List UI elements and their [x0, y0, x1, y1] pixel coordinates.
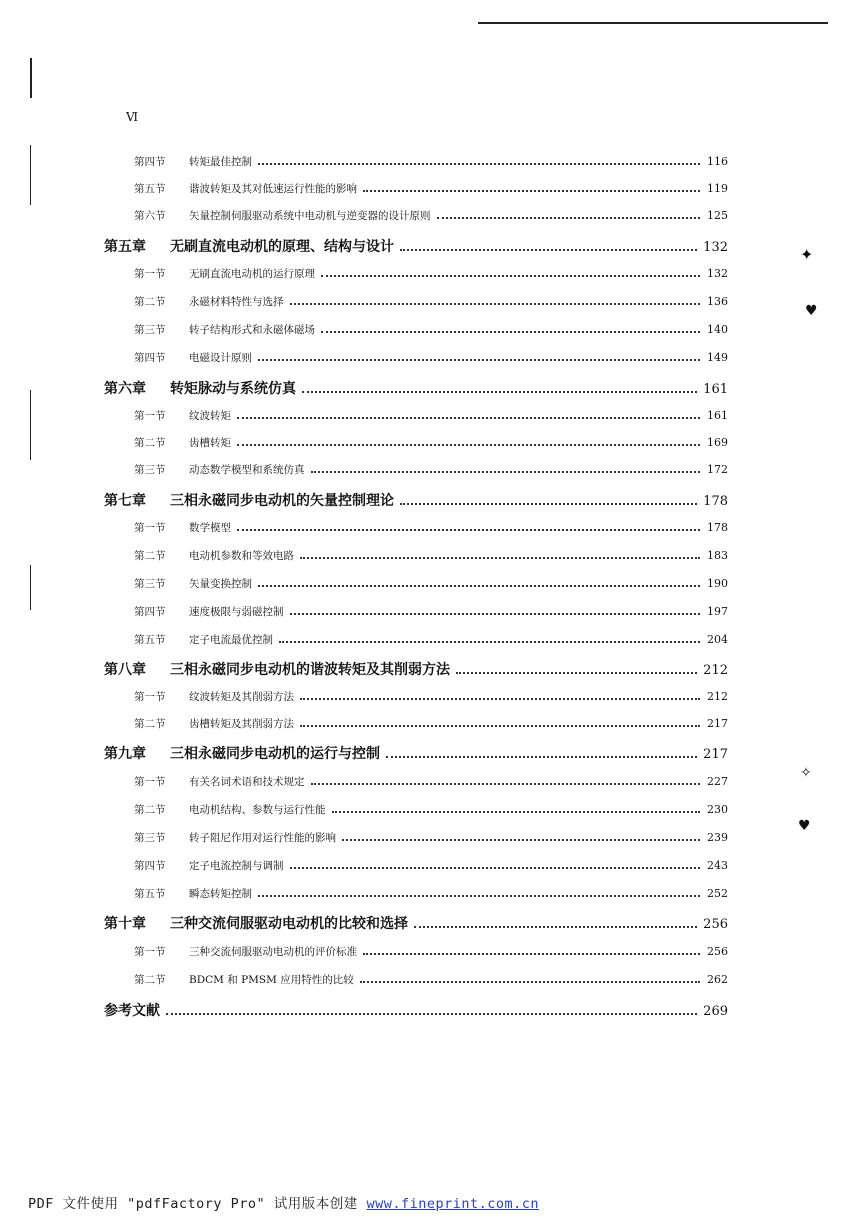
toc-chapter-entry[interactable] — [104, 490, 728, 510]
toc-entry-page: 243 — [707, 859, 728, 872]
toc-entry-page: 132 — [707, 267, 728, 280]
toc-leader-dots — [258, 352, 700, 361]
toc-entry-page: 183 — [707, 549, 728, 562]
toc-entry-page: 212 — [707, 690, 728, 703]
toc-leader-dots — [258, 888, 700, 897]
toc-entry-title: 三相永磁同步电动机的矢量控制理论 — [170, 493, 394, 509]
toc-leader-dots — [311, 776, 701, 785]
toc-entry-page: 252 — [707, 887, 728, 900]
toc-section-entry[interactable] — [134, 294, 728, 309]
toc-entry-page: 262 — [707, 973, 728, 986]
scan-edge-line — [30, 565, 31, 610]
toc-entry-title: 转矩脉动与系统仿真 — [170, 381, 296, 397]
toc-entry-number: 第二节 — [134, 550, 166, 562]
toc-section-entry[interactable] — [134, 802, 728, 817]
margin-mark: ♥ — [805, 303, 818, 319]
toc-leader-dots — [342, 832, 700, 841]
footer-text: PDF 文件使用 "pdfFactory Pro" 试用版本创建 — [28, 1196, 367, 1212]
scan-edge-line — [30, 390, 31, 460]
toc-entry-page: 140 — [707, 323, 728, 336]
toc-section-entry[interactable] — [134, 774, 728, 789]
toc-entry-number: 第五章 — [104, 239, 146, 255]
toc-section-entry[interactable] — [134, 944, 728, 959]
toc-entry-title: 定子电流最优控制 — [189, 634, 273, 646]
toc-entry-page: 178 — [707, 521, 728, 534]
toc-entry-number: 第六节 — [134, 210, 166, 222]
toc-entry-title: 三种交流伺服驱动电动机的评价标准 — [189, 946, 357, 958]
toc-entry-number: 第六章 — [104, 381, 146, 397]
toc-section-entry[interactable] — [134, 548, 728, 563]
toc-section-entry[interactable] — [134, 350, 728, 365]
toc-entry-number: 第一节 — [134, 946, 166, 958]
margin-mark: ♥ — [798, 818, 811, 834]
toc-entry-page: 230 — [707, 803, 728, 816]
toc-chapter-entry[interactable] — [104, 1000, 728, 1020]
toc-entry-page: 256 — [703, 917, 728, 932]
toc-entry-number: 第四节 — [134, 156, 166, 168]
toc-entry-title: 齿槽转矩 — [189, 437, 231, 449]
toc-entry-number: 第二节 — [134, 437, 166, 449]
toc-section-entry[interactable] — [134, 266, 728, 281]
toc-entry-number: 第四节 — [134, 860, 166, 872]
scan-edge-line — [30, 145, 31, 205]
toc-section-entry[interactable] — [134, 886, 728, 901]
toc-entry-title: 动态数学模型和系统仿真 — [189, 464, 305, 476]
toc-leader-dots — [400, 239, 697, 251]
toc-entry-number: 第一节 — [134, 691, 166, 703]
toc-entry-page: 119 — [707, 182, 728, 195]
toc-entry-title: 电动机结构、参数与运行性能 — [189, 804, 326, 816]
toc-section-entry[interactable] — [134, 604, 728, 619]
toc-entry-page: 217 — [707, 717, 728, 730]
toc-entry-number: 第三节 — [134, 832, 166, 844]
toc-leader-dots — [321, 268, 700, 277]
toc-entry-number: 第一节 — [134, 522, 166, 534]
toc-entry-page: 132 — [703, 240, 728, 255]
toc-entry-title: 谐波转矩及其对低速运行性能的影响 — [189, 183, 357, 195]
toc-entry-page: 116 — [707, 155, 728, 168]
toc-entry-page: 161 — [707, 409, 728, 422]
toc-entry-page: 161 — [703, 382, 728, 397]
toc-entry-title: 电磁设计原则 — [189, 352, 252, 364]
toc-leader-dots — [279, 634, 700, 643]
toc-leader-dots — [363, 946, 700, 955]
toc-leader-dots — [360, 974, 700, 983]
toc-leader-dots — [290, 860, 701, 869]
toc-entry-number: 第二节 — [134, 804, 166, 816]
toc-entry-title: 三种交流伺服驱动电动机的比较和选择 — [170, 916, 408, 932]
toc-entry-number: 第一节 — [134, 776, 166, 788]
toc-chapter-entry[interactable] — [104, 659, 728, 679]
toc-entry-number: 第四节 — [134, 352, 166, 364]
toc-entry-page: 256 — [707, 945, 728, 958]
toc-entry-page: 239 — [707, 831, 728, 844]
toc-leader-dots — [300, 718, 700, 727]
toc-entry-page: 269 — [703, 1004, 728, 1019]
toc-entry-page: 227 — [707, 775, 728, 788]
toc-entry-page: 149 — [707, 351, 728, 364]
scan-edge-line — [478, 22, 828, 24]
toc-section-entry[interactable] — [134, 576, 728, 591]
toc-section-entry[interactable] — [134, 830, 728, 845]
toc-entry-title: 速度极限与弱磁控制 — [189, 606, 284, 618]
toc-entry-number: 第五节 — [134, 183, 166, 195]
toc-leader-dots — [237, 437, 700, 446]
toc-leader-dots — [311, 464, 701, 473]
toc-entry-title: 三相永磁同步电动机的运行与控制 — [170, 746, 380, 762]
toc-entry-page: 197 — [707, 605, 728, 618]
toc-entry-title: 无刷直流电动机的运行原理 — [189, 268, 315, 280]
toc-entry-page: 190 — [707, 577, 728, 590]
toc-leader-dots — [363, 183, 700, 192]
scan-edge-line — [30, 58, 32, 98]
toc-entry-title: 矢量控制伺服驱动系统中电动机与逆变器的设计原则 — [189, 210, 431, 222]
toc-entry-number: 第五节 — [134, 634, 166, 646]
toc-section-entry[interactable] — [134, 435, 728, 450]
toc-entry-number: 第三节 — [134, 464, 166, 476]
page-number: Ⅵ — [126, 110, 139, 124]
toc-section-entry[interactable] — [134, 181, 728, 196]
toc-chapter-entry[interactable] — [104, 913, 728, 933]
toc-entry-page: 204 — [707, 633, 728, 646]
toc-chapter-entry[interactable] — [104, 236, 728, 256]
toc-entry-title: 永磁材料特性与选择 — [189, 296, 284, 308]
toc-entry-title: 转矩最佳控制 — [189, 156, 252, 168]
toc-entry-page: 136 — [707, 295, 728, 308]
toc-entry-page: 172 — [707, 463, 728, 476]
toc-entry-title: 转子阻尼作用对运行性能的影响 — [189, 832, 336, 844]
toc-leader-dots — [258, 578, 700, 587]
toc-entry-title: 电动机参数和等效电路 — [189, 550, 294, 562]
toc-entry-page: 125 — [707, 209, 728, 222]
toc-entry-number: 第四节 — [134, 606, 166, 618]
toc-entry-number: 第九章 — [104, 746, 146, 762]
toc-leader-dots — [237, 522, 700, 531]
toc-section-entry[interactable] — [134, 858, 728, 873]
toc-entry-number: 第七章 — [104, 493, 146, 509]
toc-entry-number: 第八章 — [104, 662, 146, 678]
toc-section-entry[interactable] — [134, 716, 728, 731]
toc-entry-number: 第三节 — [134, 578, 166, 590]
toc-leader-dots — [300, 550, 700, 559]
toc-section-entry[interactable] — [134, 632, 728, 647]
toc-entry-title: BDCM 和 PMSM 应用特性的比较 — [189, 974, 354, 986]
toc-leader-dots — [400, 493, 697, 505]
toc-entry-number: 第十章 — [104, 916, 146, 932]
toc-entry-title: 纹波转矩及其削弱方法 — [189, 691, 294, 703]
toc-leader-dots — [290, 606, 701, 615]
toc-leader-dots — [414, 916, 697, 928]
toc-entry-page: 217 — [703, 747, 728, 762]
toc-entry-title: 纹波转矩 — [189, 410, 231, 422]
toc-chapter-entry[interactable] — [104, 378, 728, 398]
toc-entry-number: 第二节 — [134, 296, 166, 308]
toc-leader-dots — [437, 210, 701, 219]
footer-link[interactable]: www.fineprint.com.cn — [366, 1196, 539, 1212]
toc-leader-dots — [290, 296, 701, 305]
toc-section-entry[interactable] — [134, 208, 728, 223]
toc-leader-dots — [237, 410, 700, 419]
toc-entry-title: 矢量变换控制 — [189, 578, 252, 590]
toc-section-entry[interactable] — [134, 154, 728, 169]
toc-entry-title: 参考文献 — [104, 1003, 160, 1019]
toc-entry-title: 定子电流控制与调制 — [189, 860, 284, 872]
toc-entry-title: 数学模型 — [189, 522, 231, 534]
toc-entry-number: 第二节 — [134, 974, 166, 986]
toc-leader-dots — [456, 662, 697, 674]
toc-entry-page: 169 — [707, 436, 728, 449]
pdf-footer — [28, 1192, 539, 1212]
margin-mark: ✦ — [800, 245, 814, 264]
margin-mark: ✧ — [800, 765, 812, 781]
toc-leader-dots — [302, 381, 697, 393]
toc-entry-number: 第一节 — [134, 410, 166, 422]
toc-section-entry[interactable] — [134, 972, 728, 987]
toc-entry-number: 第二节 — [134, 718, 166, 730]
toc-entry-title: 无刷直流电动机的原理、结构与设计 — [170, 239, 394, 255]
toc-section-entry[interactable] — [134, 408, 728, 423]
toc-leader-dots — [258, 156, 700, 165]
toc-leader-dots — [321, 324, 700, 333]
toc-entry-number: 第一节 — [134, 268, 166, 280]
toc-entry-title: 齿槽转矩及其削弱方法 — [189, 718, 294, 730]
toc-leader-dots — [332, 804, 701, 813]
toc-entry-page: 178 — [703, 494, 728, 509]
toc-leader-dots — [386, 746, 697, 758]
toc-entry-number: 第五节 — [134, 888, 166, 900]
toc-chapter-entry[interactable] — [104, 743, 728, 763]
toc-entry-page: 212 — [703, 663, 728, 678]
toc-entry-title: 瞬态转矩控制 — [189, 888, 252, 900]
toc-leader-dots — [300, 691, 700, 700]
toc-leader-dots — [166, 1003, 697, 1015]
toc-entry-title: 转子结构形式和永磁体磁场 — [189, 324, 315, 336]
toc-section-entry[interactable] — [134, 462, 728, 477]
toc-entry-title: 有关名词术语和技术规定 — [189, 776, 305, 788]
toc-entry-number: 第三节 — [134, 324, 166, 336]
toc-section-entry[interactable] — [134, 520, 728, 535]
toc-section-entry[interactable] — [134, 689, 728, 704]
toc-entry-title: 三相永磁同步电动机的谐波转矩及其削弱方法 — [170, 662, 450, 678]
toc-section-entry[interactable] — [134, 322, 728, 337]
